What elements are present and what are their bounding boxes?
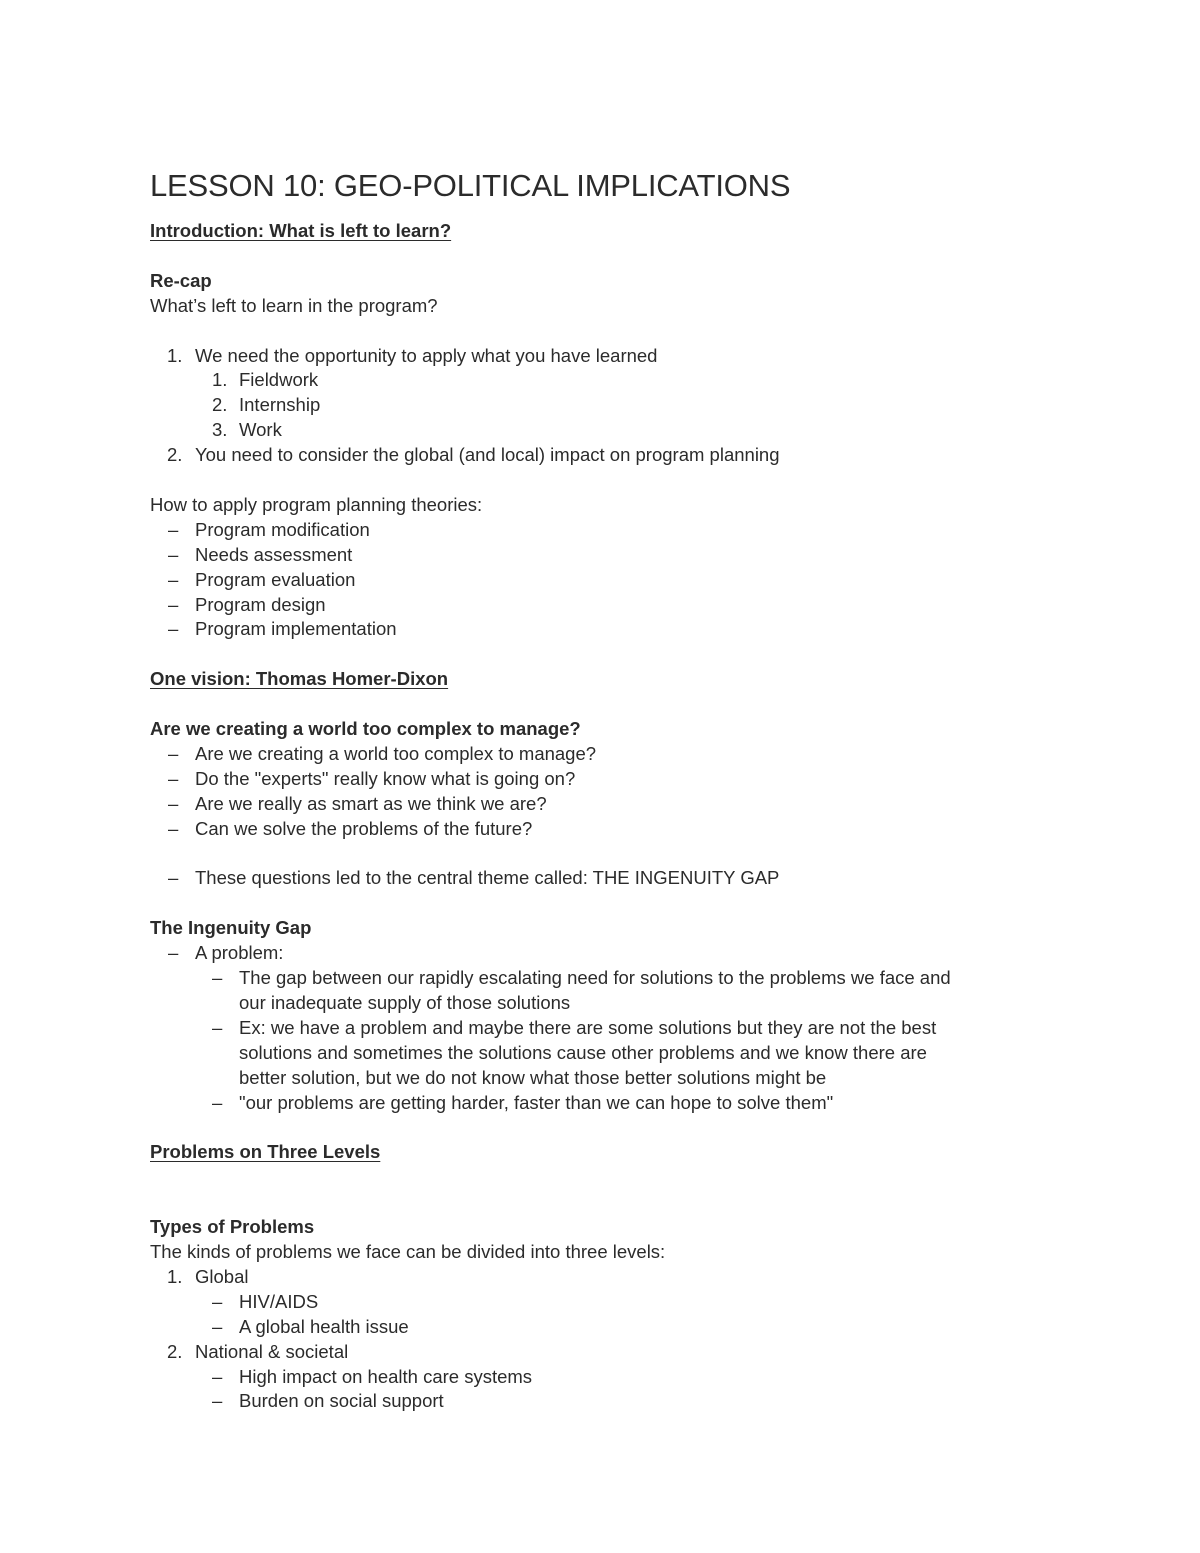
section-heading-introduction: Introduction: What is left to learn? <box>150 220 452 241</box>
list-item-text: Work <box>239 419 282 441</box>
list-item <box>150 1265 1070 1290</box>
bullet-text: Burden on social support <box>239 1390 444 1412</box>
dash-bullet: – <box>168 618 179 640</box>
apply-text: How to apply program planning theories: <box>150 493 483 515</box>
bullet-text: Program design <box>195 593 326 615</box>
spacer <box>150 244 1070 269</box>
dash-bullet: – <box>168 518 179 540</box>
section-heading-vision: One vision: Thomas Homer-Dixon <box>150 668 449 690</box>
bullet-text-line: "our problems are getting harder, faster than we can hope to solve them" <box>239 1091 834 1113</box>
bullet-item <box>150 767 1070 792</box>
list-item <box>150 1340 1070 1365</box>
bullet-item <box>150 941 1070 966</box>
dash-bullet: – <box>168 593 179 615</box>
bullet-item <box>150 518 1070 543</box>
bullet-item <box>150 543 1070 568</box>
list-number: 1. <box>212 369 228 391</box>
dash-bullet: – <box>168 568 179 590</box>
bullet-text: Are we really as smart as we think we are? <box>195 792 547 814</box>
question-heading: Are we creating a world too complex to manage? <box>150 718 581 740</box>
bullet-text: High impact on health care systems <box>239 1365 533 1387</box>
bullet-item <box>150 792 1070 817</box>
dash-bullet: – <box>212 1290 223 1312</box>
bullet-text-line: better solution, but we do not know what those better solutions might be <box>239 1066 827 1088</box>
types-heading: Types of Problems <box>150 1216 315 1238</box>
dash-bullet: – <box>168 543 179 565</box>
dash-bullet: – <box>168 817 179 839</box>
dash-bullet: – <box>168 867 179 889</box>
list-item-text: National & societal <box>195 1340 349 1362</box>
spacer <box>150 842 1070 867</box>
list-number: 1. <box>167 344 183 366</box>
bullet-text: A global health issue <box>239 1315 409 1337</box>
list-item <box>150 443 1070 468</box>
list-item-text: Fieldwork <box>239 369 319 391</box>
list-number: 3. <box>212 419 228 441</box>
list-item-text: We need the opportunity to apply what you have learned <box>195 344 658 366</box>
spacer <box>150 1190 1070 1215</box>
sub-bullet-item <box>150 1290 1070 1315</box>
list-item-text: Global <box>195 1265 249 1287</box>
dash-bullet: – <box>212 1016 223 1038</box>
list-number: 2. <box>167 1340 183 1362</box>
list-number: 1. <box>167 1265 183 1287</box>
types-text: The kinds of problems we face can be divided into three levels: <box>150 1241 666 1262</box>
document-title: LESSON 10: GEO-POLITICAL IMPLICATIONS <box>150 168 791 203</box>
bullet-text: Are we creating a world too complex to manage? <box>195 742 597 764</box>
dash-bullet: – <box>212 1390 223 1412</box>
dash-bullet: – <box>168 942 179 964</box>
recap-heading: Re-cap <box>150 269 212 291</box>
dash-bullet: – <box>168 767 179 789</box>
bullet-item <box>150 866 1070 891</box>
sub-bullet-item <box>150 1389 1070 1414</box>
spacer <box>150 1116 1070 1141</box>
list-item-text: Internship <box>239 394 321 416</box>
list-number: 2. <box>167 444 183 466</box>
bullet-text-line: our inadequate supply of those solutions <box>239 991 571 1013</box>
bullet-text: These questions led to the central theme called: THE INGENUITY GAP <box>195 867 780 889</box>
list-item <box>150 368 1070 393</box>
dash-bullet: – <box>212 1365 223 1387</box>
bullet-text-line: The gap between our rapidly escalating need for solutions to the problems we face and <box>239 967 951 989</box>
list-item-text: You need to consider the global (and local) impact on program planning <box>195 444 780 466</box>
dash-bullet: – <box>212 1315 223 1337</box>
bullet-item <box>150 593 1070 618</box>
dash-bullet: – <box>168 742 179 764</box>
bullet-text: Needs assessment <box>195 543 353 565</box>
spacer <box>150 319 1070 344</box>
bullet-text: A problem: <box>195 942 284 964</box>
spacer <box>150 642 1070 667</box>
list-item <box>150 393 1070 418</box>
list-item <box>150 344 1070 369</box>
bullet-item <box>150 568 1070 593</box>
spacer <box>150 468 1070 493</box>
bullet-text: Program evaluation <box>195 568 356 590</box>
bullet-item <box>150 617 1070 642</box>
recap-text: What’s left to learn in the program? <box>150 294 438 316</box>
sub-bullet-item <box>150 966 1070 991</box>
bullet-text-line: solutions and sometimes the solutions cause other problems and we know there are <box>239 1041 927 1063</box>
bullet-item <box>150 742 1070 767</box>
dash-bullet: – <box>212 1091 223 1113</box>
section-heading-ingenuity-gap: The Ingenuity Gap <box>150 917 312 939</box>
sub-bullet-item <box>150 1315 1070 1340</box>
sub-bullet-item <box>150 1091 1070 1116</box>
list-number: 2. <box>212 394 228 416</box>
bullet-text: Program implementation <box>195 618 397 640</box>
document-page <box>150 166 1070 1414</box>
bullet-item <box>150 817 1070 842</box>
list-item <box>150 418 1070 443</box>
spacer <box>150 1165 1070 1190</box>
bullet-text: HIV/AIDS <box>239 1290 319 1312</box>
dash-bullet: – <box>168 792 179 814</box>
dash-bullet: – <box>212 967 223 989</box>
sub-bullet-item <box>150 1016 1070 1041</box>
bullet-text-line: Ex: we have a problem and maybe there are some solutions but they are not the best <box>239 1016 937 1038</box>
sub-bullet-item <box>150 1365 1070 1390</box>
spacer <box>150 692 1070 717</box>
bullet-text: Do the "experts" really know what is going on? <box>195 767 576 789</box>
spacer <box>150 891 1070 916</box>
section-heading-levels: Problems on Three Levels <box>150 1141 381 1163</box>
bullet-text: Can we solve the problems of the future? <box>195 817 533 839</box>
bullet-text: Program modification <box>195 518 370 540</box>
